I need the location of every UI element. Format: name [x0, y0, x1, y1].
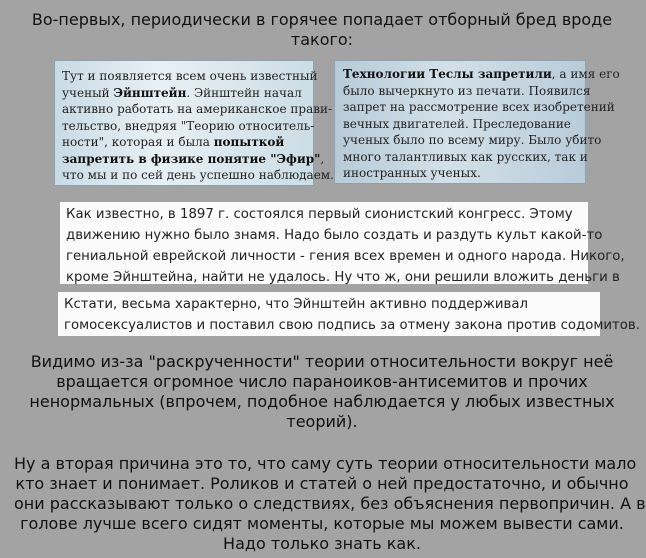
quote-clipping-zionist-congress	[60, 202, 625, 285]
clip-line: Тут и появляется всем очень известный	[62, 69, 318, 83]
clip-line: тельство, внедряя "Теорию относитель-	[62, 118, 315, 133]
quote-clipping-einstein-support	[58, 292, 640, 336]
clip-line: ности", которая и была попыткой	[62, 135, 285, 149]
quote-clipping-tesla	[334, 60, 620, 184]
caption-line: голове лучше всего сидят моменты, которые мы можем вывести сами.	[20, 514, 624, 533]
clip-line: иностранных ученых.	[343, 166, 481, 180]
intro-caption	[20, 10, 624, 50]
clip-line: что мы и по сей день успешно наблюдаем.	[62, 168, 334, 182]
intro-line: Во-первых, периодически в горячее попадает отборный бред вроде	[31, 10, 613, 29]
caption-line: они рассказывают только о следствиях, без объяснения первопричин. А в	[14, 494, 646, 513]
clip-line: запретить в физике понятие "Эфир",	[62, 151, 325, 166]
intro-line: такого:	[290, 30, 354, 49]
clip-line: активно работать на американское прави-	[62, 102, 333, 116]
caption-line: кто знает и понимает. Роликов и статей о ней предостаточно, и обычно	[15, 474, 629, 493]
clip-line: Кстати, весьма характерно, что Эйнштейн активно поддерживал	[64, 297, 528, 312]
caption-line: ненормальных (впрочем, подобное наблюдается у любых известных	[29, 392, 615, 411]
clip-line: Как известно, в 1897 г. состоялся первый сионистский конгресс. Этому	[66, 207, 573, 222]
clip-line: Технологии Теслы запретили, а имя его	[343, 67, 620, 81]
caption-line: вращается огромное число параноиков-антисемитов и прочих	[56, 372, 588, 391]
clip-line: запрет на рассмотрение всех изобретений	[343, 100, 615, 114]
caption-line: Ну а вторая причина это то, что саму суть теории относительности мало	[14, 454, 637, 473]
bottom-caption	[14, 454, 646, 554]
clip-line: было вычеркнуто из печати. Появился	[343, 83, 591, 98]
clip-line: кроме Эйнштейна, найти не удалось. Ну что ж, они решили вложить деньги в	[66, 270, 620, 285]
clip-line: вечных двигателей. Преследование	[343, 116, 571, 131]
clip-line: гомосексуалистов и поставил свою подпись за отмену закона против содомитов.	[64, 318, 640, 333]
clip-line: ученых было по всему миру. Было убито	[343, 133, 602, 147]
caption-line: Видимо из-за "раскрученности" теории относительности вокруг неё	[30, 352, 614, 371]
clip-line: ученый Эйнштейн. Эйнштейн начал	[62, 85, 302, 100]
clip-line: гениальной еврейской личности - гения всех времен и одного народа. Никого,	[66, 249, 625, 264]
caption-line: Надо только знать как.	[223, 534, 421, 553]
quote-clipping-einstein-ether	[54, 60, 334, 186]
middle-caption	[22, 352, 622, 432]
caption-line: теорий).	[286, 412, 358, 431]
clip-line: много талантливых как русских, так и	[343, 149, 588, 164]
clip-line: движению нужно было знамя. Надо было создать и раздуть культ какой-то	[66, 228, 603, 243]
